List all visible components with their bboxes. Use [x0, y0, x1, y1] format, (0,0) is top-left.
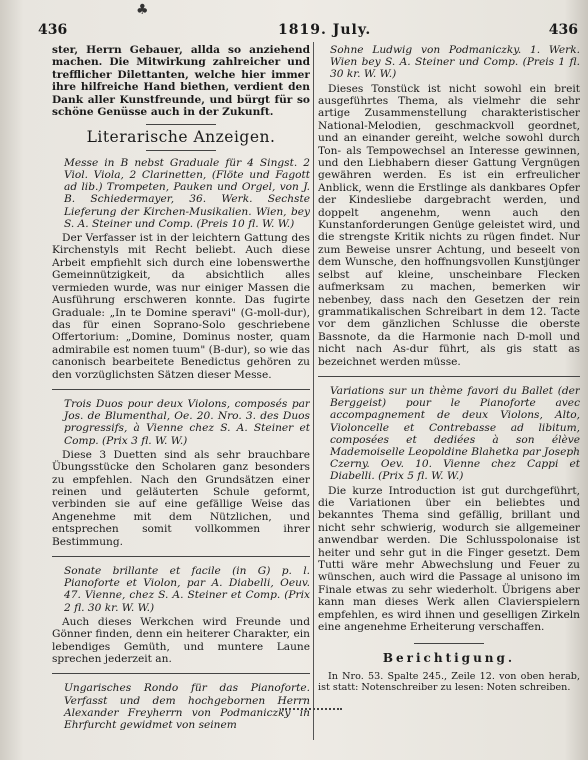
- separator-rule: [318, 376, 580, 377]
- short-rule: [414, 643, 484, 644]
- review-paragraph: Diese 3 Duetten sind als sehr brauchbare Übungsstücke den Scholaren ganz besonders zu empfehlen. Nach den Grundsätzen einer reinen und geläuterten Schule geformt, verbinden sie auf eine gefällige Weise das Angenehme mit dem Nützlichen, und entsprechen somit vollkommen ihrer Bestimmung.: [52, 448, 310, 548]
- listing-entry: Variations sur un thème favori du Ballet (der Berggeist) pour le Pianoforte avec accompagnement de deux Violons, Alto, Violoncelle et Contrebasse ad libitum, composées et dediées à son élève Mademoiselle Leopoldine Blahetka par Joseph Czerny. Oev. 10. Vienne chez Cappi et Diabelli. (Prix 5 fl. W. W.): [330, 384, 580, 483]
- listing-entry: Trois Duos pour deux Violons, composés par Jos. de Blumenthal, Oe. 20. Nro. 3. des Duos progressifs, à Vienne chez S. A. Steiner et Comp. (Prix 3 fl. W. W.): [64, 397, 310, 447]
- separator-rule: [52, 673, 310, 674]
- review-paragraph: Auch dieses Werkchen wird Freunde und Gönner finden, denn ein heiterer Charakter, ein lebendiges Gemüth, und muntere Laune sprechen jederzeit an.: [52, 615, 310, 666]
- listing-entry-continued: Sohne Ludwig von Podmaniczky. 1. Werk. Wien bey S. A. Steiner und Comp. (Preis 1 fl. 30 kr. W. W.): [330, 44, 580, 81]
- short-rule: [146, 150, 216, 151]
- header-date: 1819. July.: [278, 22, 372, 38]
- page-number-right: 436: [548, 22, 578, 38]
- section-title: Literarische Anzeigen.: [86, 128, 276, 147]
- separator-rule: [52, 389, 310, 390]
- listing-entry: Messe in B nebst Graduale für 4 Singst. 2 Viol. Viola, 2 Clarinetten, (Flöte und Fagott ad lib.) Trompeten, Pauken und Orgel, von J. B. Schiedermayer, 36. Werk. Sechste Lieferung der Kirchen-Musikalien. Wien, bey S. A. Steiner und Comp. (Preis 10 fl. W. W.): [64, 156, 310, 230]
- short-rule: [146, 124, 216, 125]
- listing-entry: Sonate brillante et facile (in G) p. l. Pianoforte et Violon, par A. Diabelli, Oeuv. 47. Vienne, chez S. A. Steiner et Comp. (Prix 2 fl. 30 kr. W. W.): [64, 565, 310, 614]
- correction-title: Berichtigung.: [382, 651, 516, 666]
- ink-mark: ♣: [136, 2, 149, 18]
- correction-text: In Nro. 53. Spalte 245., Zeile 12. von oben herab, ist statt: Notenschreiber zu lesen: Noten schreiben.: [318, 670, 580, 694]
- page-number-left: 436: [38, 22, 68, 38]
- column-divider: [313, 42, 314, 740]
- review-paragraph: Die kurze Introduction ist gut durchgeführt, die Variationen über ein beliebtes und bekanntes Thema sind gefällig, brillant und nicht sehr schwierig, wodurch sie allgemeiner anwendbar werden. Die Schlusspolonaise ist heiter und sehr gut in die Finger gesetzt. Dem Tutti wäre mehr Abwechslung und Feuer zu wünschen, auch wird die Passage al unisono im Finale etwas zu sehr wiederholt. Übrigens aber kann man dieses Werk allen Clavierspielern empfehlen, es wird ihnen und geselligen Zirkeln eine angenehme Erheiterung verschaffen.: [318, 484, 580, 634]
- page-header: [38, 22, 578, 40]
- review-paragraph: Der Verfasser ist in der leichtern Gattung des Kirchenstyls mit Recht beliebt. Auch diese Arbeit empfiehlt sich durch eine lobenswerthe Gemeinnützigkeit, da absichtlich alles vermieden wurde, was nur einiger Massen die Ausführung erschweren konnte. Das fugirte Graduale: „In te Domine speravi" (G-moll-dur), das für einen Soprano-Solo geschriebene Offertorium: „Domine, Dominus noster, quam admirabile est nomen tuum" (B-dur), so wie das canonisch bearbeitete Benedictus gehören zu den vorzüglichsten Sätzen dieser Messe.: [52, 232, 310, 381]
- listing-entry: Ungarisches Rondo für das Pianoforte. Verfasst und dem hochgebornen Herrn Alexander Freyherrn von Podmaniczky in Ehrfurcht gewidmet von seinem: [64, 682, 310, 732]
- right-column: [318, 44, 580, 748]
- separator-rule: [52, 556, 310, 557]
- left-column: [52, 44, 310, 748]
- bottom-ornament-rule: [282, 708, 342, 710]
- continued-paragraph: ster, Herrn Gebauer, allda so anziehend machen. Die Mitwirkung zahlreicher und trefflicher Dilettanten, welche hier immer ihre hilfreiche Hand biethen, verdient den Dank aller Kunstfreunde, und bürgt für so schöne Genüsse auch in der Zukunft.: [52, 44, 310, 119]
- review-paragraph: Dieses Tonstück ist nicht sowohl ein breit ausgeführtes Thema, als vielmehr die sehr artige Zusammenstellung charakteristischer National-Melodien, geschmackvoll geordnet, und an einander gereiht, welche sowohl durch Ton- als Tempowechsel an Interesse gewinnen, und den Liebhabern dieser Gattung Vergnügen gewähren werden. Es ist ein erfreulicher Anblick, wenn die Erstlinge als dankbares Opfer der Kindesliebe dargebracht werden, und doppelt angenehm, wenn auch den Kunstanforderungen Genüge geleistet wird, und die strengste Kritik nichts zu rügen findet. Nur zum Beweise unsrer Achtung, und beseelt von dem Wunsche, den hoffnungsvollen Kunstjünger selbst auf kleine, unscheinbare Flecken aufmerksam zu machen, bemerken wir nebenbey, dass nach den Gesetzen der rein grammatikalischen Schreibart in dem 12. Tacte vor dem gänzlichen Schlusse die oberste Bassnote, da die Harmonie nach D-moll und nicht nach As-dur führt, als gis statt as bezeichnet werden müsse.: [318, 82, 580, 368]
